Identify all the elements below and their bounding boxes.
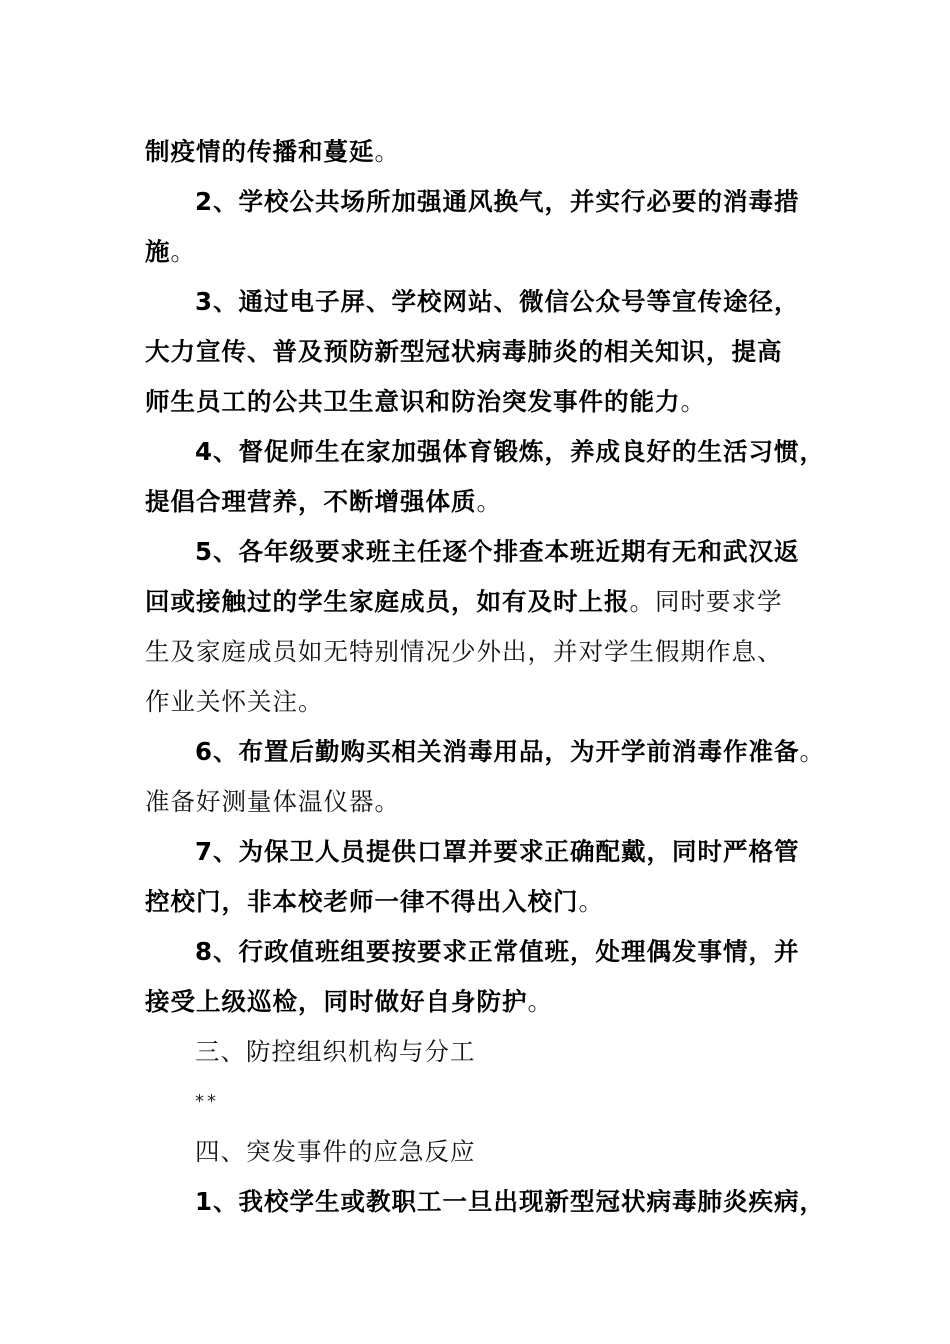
text-normal: 。 bbox=[578, 887, 604, 916]
text-normal: ** bbox=[195, 1091, 219, 1112]
text-line-18 bbox=[145, 985, 835, 1019]
text-line-22 bbox=[195, 1185, 885, 1219]
text-normal: 。 bbox=[680, 387, 706, 416]
text-line-2 bbox=[195, 185, 885, 219]
text-line-11 bbox=[145, 635, 835, 669]
text-line-12 bbox=[145, 685, 835, 719]
text-bold: 5、各年级要求班主任逐个排查本班近期有无和武汉返 bbox=[195, 537, 800, 566]
text-line-14 bbox=[145, 785, 835, 819]
text-bold: 2、学校公共场所加强通风换气，并实行必要的消毒措 bbox=[195, 187, 800, 216]
text-bold: 接受上级巡检，同时做好自身防护 bbox=[145, 987, 528, 1016]
text-bold: 提倡合理营养，不断增强体质 bbox=[145, 487, 477, 516]
text-normal: 。 bbox=[527, 987, 553, 1016]
text-bold: 8、行政值班组要按要求正常值班，处理偶发事情，并 bbox=[195, 937, 800, 966]
text-line-4 bbox=[195, 285, 885, 319]
text-normal: 三、防控组织机构与分工 bbox=[195, 1037, 476, 1066]
text-line-15 bbox=[195, 835, 885, 869]
text-bold: 1、我校学生或教职工一旦出现新型冠状病毒肺炎疾病， bbox=[195, 1187, 826, 1216]
text-line-8 bbox=[145, 485, 835, 519]
text-line-6 bbox=[145, 385, 835, 419]
text-bold: 4、督促师生在家加强体育锻炼，养成良好的生活习惯， bbox=[195, 437, 826, 466]
text-bold: 控校门，非本校老师一律不得出入校门 bbox=[145, 887, 579, 916]
text-line-1 bbox=[145, 135, 835, 169]
text-bold: 6、布置后勤购买相关消毒用品，为开学前消毒作准备 bbox=[195, 737, 800, 766]
text-normal: 生及家庭成员如无特别情况少外出，并对学生假期作息、 bbox=[145, 637, 783, 666]
section-heading-4 bbox=[195, 1135, 885, 1169]
section-heading-3 bbox=[195, 1035, 885, 1069]
text-line-17 bbox=[195, 935, 885, 969]
text-bold: 回或接触过的学生家庭成员，如有及时上报 bbox=[145, 587, 630, 616]
text-normal: 。 bbox=[799, 737, 826, 766]
text-bold: 师生员工的公共卫生意识和防治突发事件的能力 bbox=[145, 387, 681, 416]
text-normal: 。 bbox=[476, 487, 502, 516]
text-bold: 3、通过电子屏、学校网站、微信公众号等宣传途径， bbox=[195, 287, 800, 316]
text-normal: 。同时要求学 bbox=[629, 587, 783, 616]
text-normal: 准备好测量体温仪器。 bbox=[145, 787, 400, 816]
text-line-5 bbox=[145, 335, 835, 369]
text-bold: 施 bbox=[145, 237, 171, 266]
text-normal: 。 bbox=[374, 137, 400, 166]
text-line-16 bbox=[145, 885, 835, 919]
text-bold: 大力宣传、普及预防新型冠状病毒肺炎的相关知识，提高 bbox=[145, 337, 783, 366]
placeholder-asterisks bbox=[195, 1082, 885, 1119]
text-line-13 bbox=[195, 735, 885, 769]
text-line-7 bbox=[195, 435, 885, 469]
text-normal: 作业关怀关注。 bbox=[145, 687, 324, 716]
text-bold: 制疫情的传播和蔓延 bbox=[145, 137, 375, 166]
text-line-3 bbox=[145, 235, 835, 269]
text-line-9 bbox=[195, 535, 885, 569]
text-bold: 7、为保卫人员提供口罩并要求正确配戴，同时严格管 bbox=[195, 837, 800, 866]
text-line-10 bbox=[145, 585, 835, 619]
text-normal: 四、突发事件的应急反应 bbox=[195, 1137, 476, 1166]
text-normal: 。 bbox=[170, 237, 196, 266]
